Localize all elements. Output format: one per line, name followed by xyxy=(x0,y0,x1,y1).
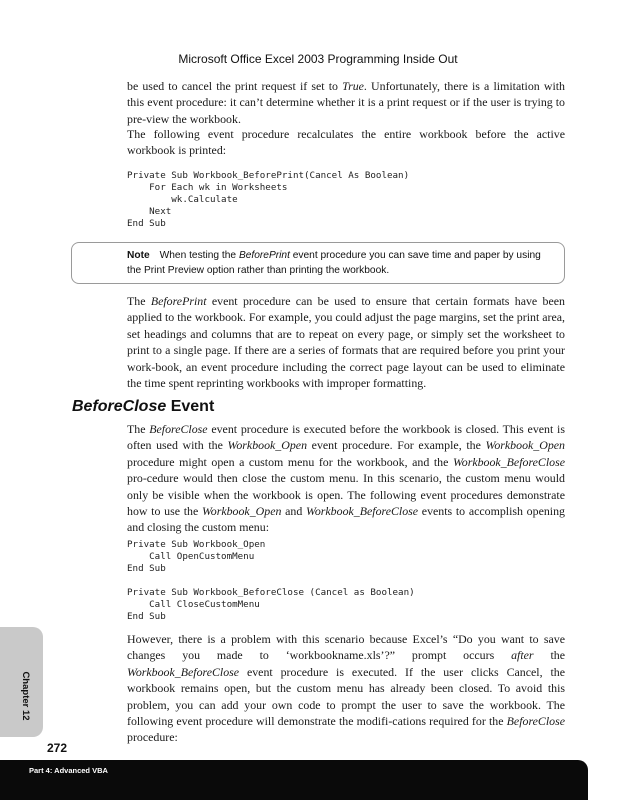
code-block-workbook-open: Private Sub Workbook_Open Call OpenCustomMenu End Sub xyxy=(127,539,266,574)
paragraph-save-prompt-problem: However, there is a problem with this scenario because Excel’s “Do you want to save changes you made to ‘workbookname.xls’?” prompt occurs after the Workbook_BeforeClose event procedure is executed. If the user clicks Cancel, the workbook remains open, but the custom menu has already been closed. To avoid this problem, you can add your own code to prompt the user to save the workbook. The following event procedure will demonstrate the modifi-cations required for the BeforeClose procedure: xyxy=(127,632,565,745)
running-header: Microsoft Office Excel 2003 Programming Inside Out xyxy=(178,52,458,66)
paragraph-beforeclose-intro: The BeforeClose event procedure is executed before the workbook is closed. This event is often used with the Workbook_Open event procedure. For example, the Workbook_Open procedure might open a custom menu for the workbook, and the Workbook_BeforeClose pro-cedure would then close the custom menu. In this scenario, the custom menu would only be visible when the workbook is open. The following event procedures demonstrate how to use the Workbook_Open and Workbook_BeforeClose events to accomplish opening and closing the custom menu: xyxy=(127,422,565,535)
chapter-label: Chapter 12 xyxy=(20,671,31,721)
note-label: Note xyxy=(127,250,150,261)
code-block-beforeprint: Private Sub Workbook_BeforePrint(Cancel As Boolean) For Each wk in Worksheets wk.Calculate Next End Sub xyxy=(127,170,410,229)
footer-bar xyxy=(0,760,588,800)
page-number: 272 xyxy=(47,741,68,755)
section-heading-beforeclose: BeforeClose Event xyxy=(72,398,215,415)
code-block-workbook-beforeclose: Private Sub Workbook_BeforeClose (Cancel as Boolean) Call CloseCustomMenu End Sub xyxy=(127,587,415,622)
paragraph-print-limitation: be used to cancel the print request if set to True. Unfortunately, there is a limitation with this event procedure: it can’t determine whether it is a print request or if the user is trying to pre-view the workbook. xyxy=(127,79,565,126)
chapter-tab xyxy=(0,627,43,737)
note-text: Note When testing the BeforePrint event procedure you can save time and paper by using the Print Preview option rather than printing the workbook. xyxy=(127,250,541,276)
note-box xyxy=(71,242,565,284)
paragraph-recalculate-intro: The following event procedure recalculates the entire workbook before the active workbook is printed: xyxy=(127,127,565,158)
footer-part-label: Part 4: Advanced VBA xyxy=(29,766,108,775)
paragraph-beforeprint-formats: The BeforePrint event procedure can be used to ensure that certain formats have been applied to the workbook. For example, you could adjust the page margins, set the print area, set headings and columns that are to repeat on every page, or simply set the worksheet to print to a single page. If there are a series of formats that are required before you print your work-book, an event procedure including the correct page layout can be used to eliminate the time spent reprinting workbooks with improper formatting. xyxy=(127,294,565,391)
